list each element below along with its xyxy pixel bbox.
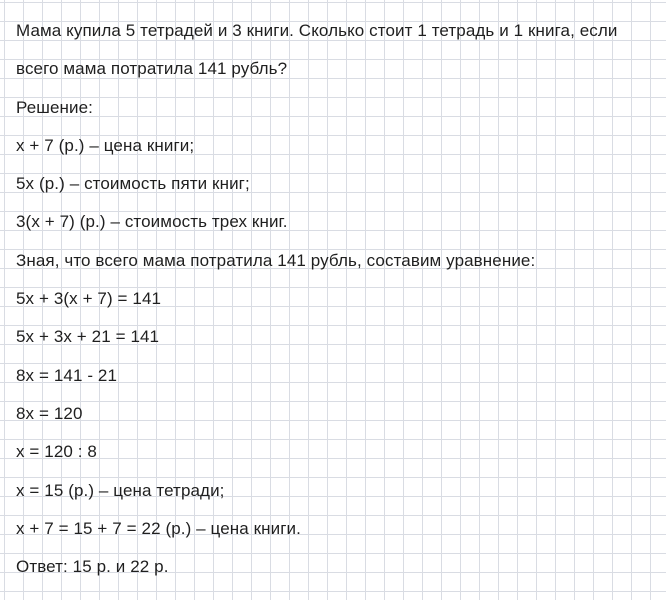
solution-line-2: 5x (р.) – стоимость пяти книг; (16, 174, 250, 194)
equation-line-3: 8x = 141 - 21 (16, 365, 118, 385)
equation-line-5: x = 120 : 8 (16, 442, 97, 462)
equation-line-4: 8x = 120 (16, 403, 83, 423)
solution-text-block (16, 0, 656, 586)
equation-line-6: x = 15 (р.) – цена тетради; (16, 480, 225, 500)
solution-line-4: Зная, что всего мама потратила 141 рубль, составим уравнение: (16, 250, 536, 270)
equation-line-2: 5x + 3x + 21 = 141 (16, 327, 160, 347)
solution-line-3: 3(x + 7) (р.) – стоимость трех книг. (16, 212, 288, 232)
solution-line-1: x + 7 (р.) – цена книги; (16, 135, 195, 155)
problem-line-1: Мама купила 5 тетрадей и 3 книги. Сколько стоит 1 тетрадь и 1 книга, если (16, 21, 618, 40)
equation-line-1: 5x + 3(x + 7) = 141 (16, 289, 162, 309)
solution-heading: Решение: (16, 97, 94, 117)
answer-line: Ответ: 15 р. и 22 р. (16, 557, 169, 577)
equation-line-7: x + 7 = 15 + 7 = 22 (р.) – цена книги. (16, 518, 301, 538)
problem-line-2: всего мама потратила 141 рубль? (16, 59, 288, 79)
